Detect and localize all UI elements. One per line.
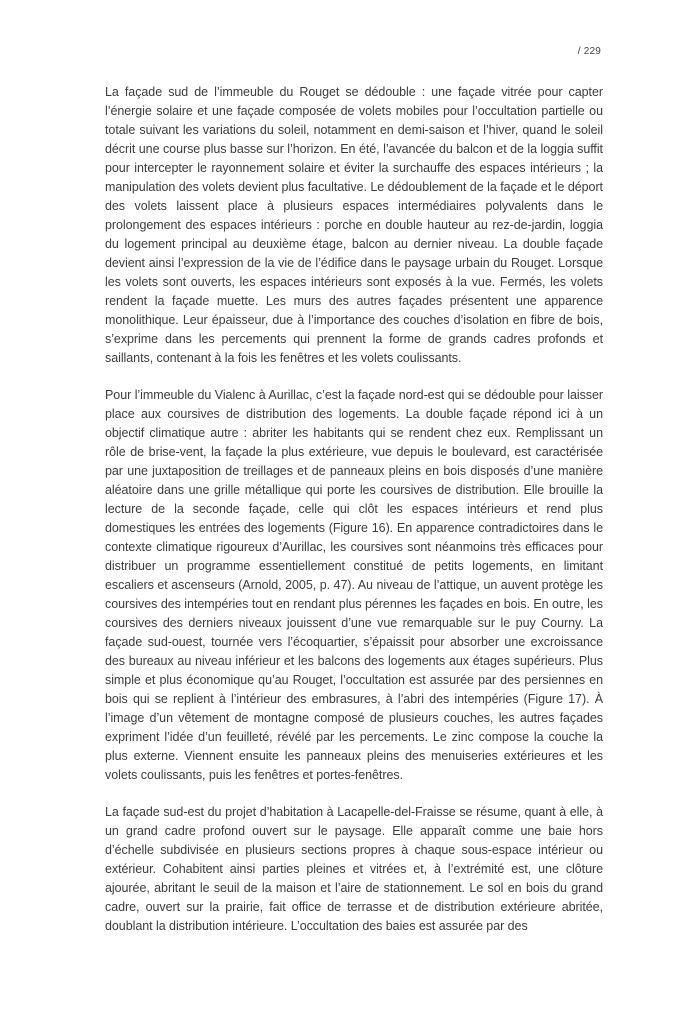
paragraph-vialenc-aurillac: Pour l’immeuble du Vialenc à Aurillac, c’est la façade nord-est qui se dédouble pour laisser place aux coursives de distribution des logements. La double façade répond ici à un objectif climatique autre : abriter les habitants qui se rendent chez eux. Remplissant un rôle de brise-vent, la façade la plus extérieure, vue depuis le boulevard, est caractérisée par une juxtaposition de treillages et de panneaux pleins en bois disposés d’une manière aléatoire dans une grille métallique qui porte les coursives de distribution. Elle brouille la lecture de la seconde façade, celle qui clôt les espaces intérieurs et rend plus domestiques les entrées des logements (Figure 16). En apparence contradictoires dans le contexte climatique rigoureux d’Aurillac, les coursives sont néanmoins très efficaces pour distribuer un programme essentiellement constitué de petits logements, en limitant escaliers et ascenseurs (Arnold, 2005, p. 47). Au niveau de l’attique, un auvent protège les coursives des intempéries tout en rendant plus pérennes les façades en bois. En outre, les coursives des derniers niveaux jouissent d’une vue remarquable sur le puy Courny. La façade sud-ouest, tournée vers l’écoquartier, s’épaissit pour absorber une excroissance des bureaux au niveau inférieur et les balcons des logements aux étages supérieurs. Plus simple et plus économique qu’au Rouget, l’occultation est assurée par des persiennes en bois qui se replient à l’intérieur des embrasures, à l’abri des intempéries (Figure 17). À l’image d’un vêtement de montagne composé de plusieurs couches, les autres façades expriment l’idée d’un feuilleté, révélé par les percements. Le zinc compose la couche la plus externe. Viennent ensuite les panneaux pleins des menuiseries extérieures et les volets coulissants, puis les fenêtres et portes-fenêtres. (105, 388, 603, 782)
paragraph-rouget-facade: La façade sud de l’immeuble du Rouget se dédouble : une façade vitrée pour capter l’énergie solaire et une façade composée de volets mobiles pour l’occultation partielle ou totale suivant les variations du soleil, notamment en demi-saison et l’hiver, quand le soleil décrit une course plus basse sur l’horizon. En été, l’avancée du balcon et de la loggia suffit pour intercepter le rayonnement solaire et éviter la surchauffe des espaces intérieurs ; la manipulation des volets devient plus facultative. Le dédoublement de la façade et le déport des volets laissent place à plusieurs espaces intermédiaires polyvalents dans le prolongement des espaces intérieurs : porche en double hauteur au rez-de-jardin, loggia du logement principal au deuxième étage, balcon au dernier niveau. La double façade devient ainsi l’expression de la vie de l’édifice dans le paysage urbain du Rouget. Lorsque les volets sont ouverts, les espaces intérieurs sont exposés à la vue. Fermés, les volets rendent la façade muette. Les murs des autres façades présentent une apparence monolithique. Leur épaisseur, due à l’importance des couches d’isolation en fibre de bois, s’exprime dans les percements qui prennent la forme de grands cadres profonds et saillants, contenant à la fois les fenêtres et les volets coulissants. (105, 85, 603, 365)
body-text (105, 83, 603, 936)
paragraph-lacapelle-del-fraisse: La façade sud-est du projet d’habitation à Lacapelle-del-Fraisse se résume, quant à elle, à un grand cadre profond ouvert sur le paysage. Elle apparaît comme une baie hors d’échelle subdivisée en plusieurs sections propres à chaque sous-espace intérieur ou extérieur. Cohabitent ainsi parties pleines et vitrées et, à l’extrémité est, une clôture ajourée, abritant le seuil de la maison et l’aire de stationnement. Le sol en bois du grand cadre, ouvert sur la prairie, fait office de terrasse et de distribution extérieure abritée, doublant la distribution intérieure. L’occultation des baies est assurée par des (105, 805, 603, 933)
page-number: / 229 (577, 46, 601, 57)
